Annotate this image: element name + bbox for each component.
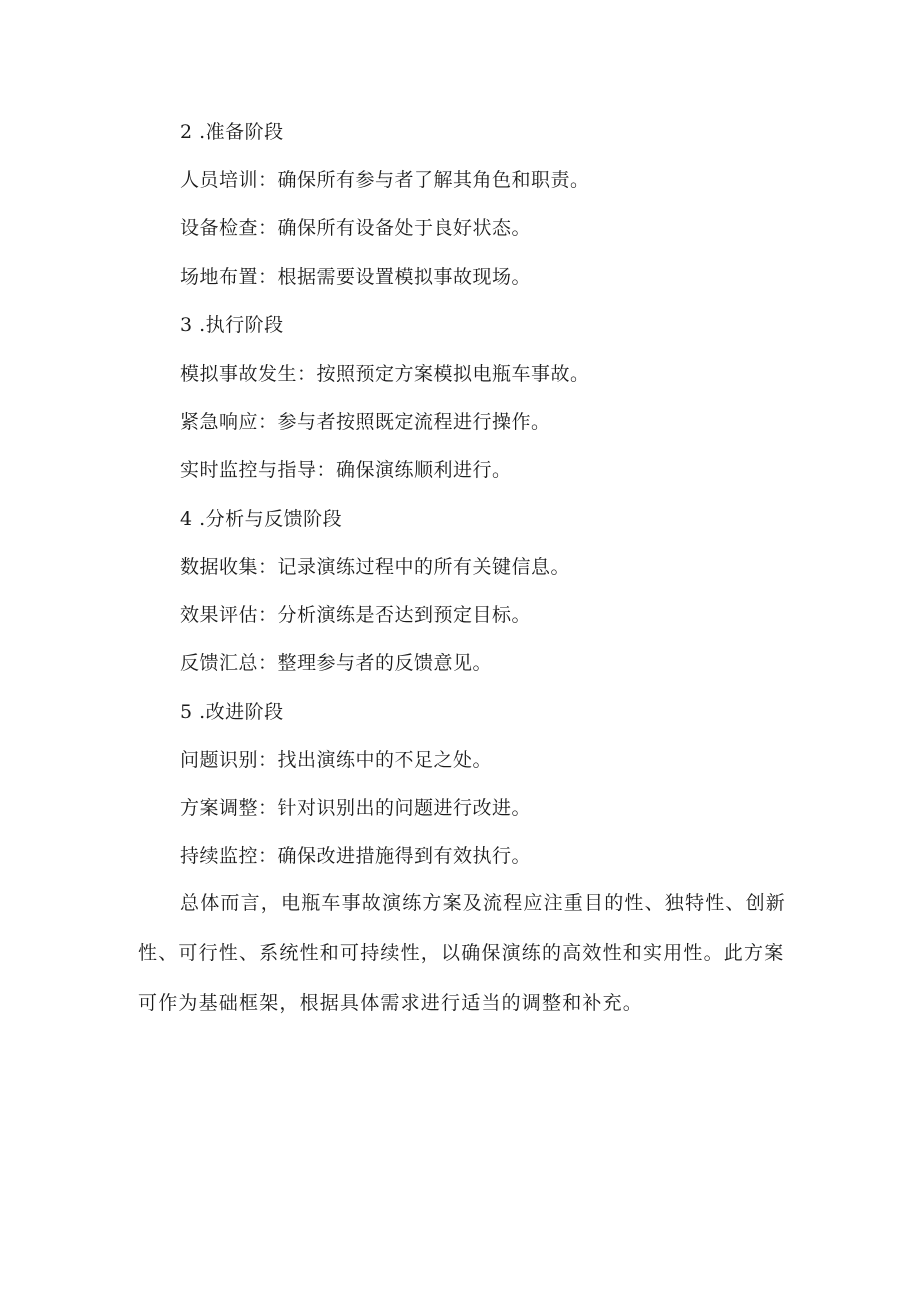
text-line-accident-simulation: 模拟事故发生：按照预定方案模拟电瓶车事故。 <box>180 363 590 385</box>
text-line-site-layout: 场地布置：根据需要设置模拟事故现场。 <box>180 266 532 288</box>
text-line-realtime-monitoring: 实时监控与指导：确保演练顺利进行。 <box>180 459 512 481</box>
text-line-feedback-summary: 反馈汇总：整理参与者的反馈意见。 <box>180 652 493 674</box>
section-heading-analysis-feedback: 4 .分析与反馈阶段 <box>180 508 343 530</box>
text-line-emergency-response: 紧急响应：参与者按照既定流程进行操作。 <box>180 411 551 433</box>
text-line-equipment-check: 设备检查：确保所有设备处于良好状态。 <box>180 217 532 239</box>
text-line-data-collection: 数据收集：记录演练过程中的所有关键信息。 <box>180 556 571 578</box>
section-heading-improvement: 5 .改进阶段 <box>180 701 284 723</box>
text-line-problem-identification: 问题识别：找出演练中的不足之处。 <box>180 749 493 771</box>
summary-paragraph <box>138 878 788 1028</box>
text-line-plan-adjustment: 方案调整：针对识别出的问题进行改进。 <box>180 797 532 819</box>
summary-paragraph-text: 总体而言，电瓶车事故演练方案及流程应注重目的性、独特性、创新性、可行性、系统性和可持续性，以确保演练的高效性和实用性。此方案可作为基础框架，根据具体需求进行适当的调整和补充。 <box>138 892 787 1014</box>
text-line-continuous-monitoring: 持续监控：确保改进措施得到有效执行。 <box>180 845 532 867</box>
section-heading-execution: 3 .执行阶段 <box>180 314 284 336</box>
text-line-effect-evaluation: 效果评估：分析演练是否达到预定目标。 <box>180 604 532 626</box>
text-line-personnel-training: 人员培训：确保所有参与者了解其角色和职责。 <box>180 169 590 191</box>
section-heading-preparation: 2 .准备阶段 <box>180 121 284 143</box>
